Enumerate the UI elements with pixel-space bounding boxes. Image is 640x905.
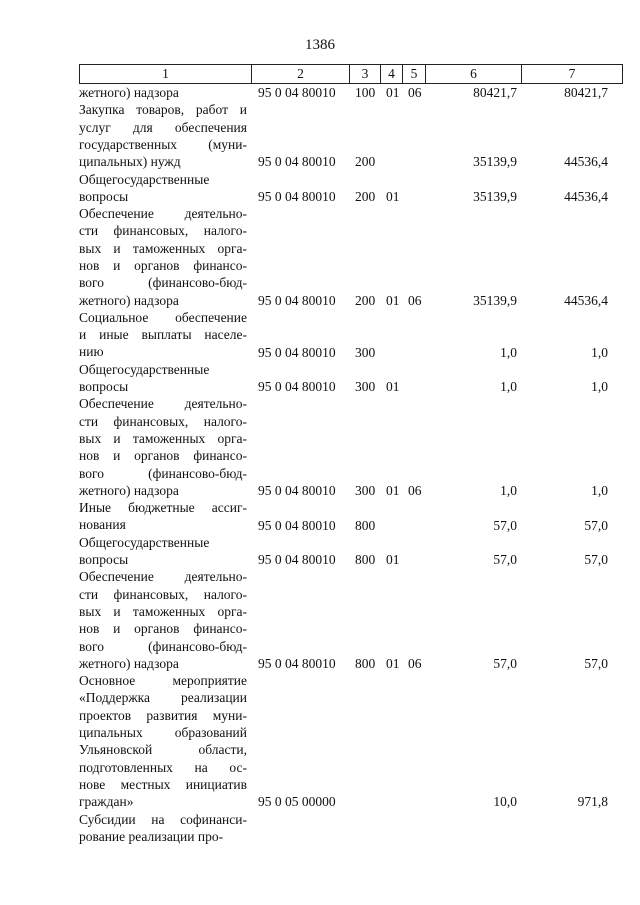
row-expense-type: 300 (355, 379, 376, 395)
row-code: 95 0 04 80010 (258, 188, 336, 204)
row-value-6: 1,0 (500, 482, 517, 498)
row-name-line: Иные бюджетные ассиг- (79, 500, 247, 516)
row-expense-type: 200 (355, 188, 376, 204)
row-name-line: нове местных инициатив (79, 776, 247, 792)
row-name-line: государственных (муни- (79, 136, 247, 152)
row-name-line: Основное мероприятие (79, 673, 247, 689)
row-name-line: вопросы (79, 552, 129, 568)
header-col-3: 3 (361, 66, 369, 81)
row-value-7: 1,0 (591, 344, 608, 360)
row-name-line: ципальных) нужд (79, 154, 181, 170)
row-value-6: 35139,9 (473, 154, 517, 170)
row-name-line: проектов развития муни- (79, 707, 247, 723)
row-value-7: 57,0 (584, 655, 608, 671)
row-name-line: вопросы (79, 188, 129, 204)
row-name (79, 101, 247, 170)
row-name-line: вых и таможенных орга- (79, 603, 247, 619)
row-name-line: сти финансовых, налого- (79, 413, 247, 429)
row-expense-type: 300 (355, 344, 376, 360)
row-name-line: Закупка товаров, работ и (79, 102, 247, 118)
row-value-6: 57,0 (493, 655, 517, 671)
row-value-6: 10,0 (493, 794, 517, 810)
row-name-line: нов и органов финансо- (79, 257, 247, 273)
row-name-line: граждан» (79, 794, 134, 810)
row-value-6: 35139,9 (473, 188, 517, 204)
header-col-7: 7 (568, 66, 576, 81)
header-col-4: 4 (388, 66, 395, 81)
row-value-7: 1,0 (591, 482, 608, 498)
row-expense-type: 800 (355, 517, 376, 533)
row-name-line: Общегосударственные (79, 534, 210, 550)
row-value-6: 35139,9 (473, 292, 517, 308)
row-expense-type: 300 (355, 482, 376, 498)
row-expense-type: 100 (355, 85, 376, 100)
row-name-line: услуг для обеспечения (79, 119, 247, 135)
row-name (79, 84, 247, 101)
row-subsection: 06 (408, 655, 422, 671)
row-value-7: 57,0 (584, 552, 608, 568)
row-value-6: 80421,7 (473, 85, 517, 100)
row-name-line: нов и органов финансо- (79, 448, 247, 464)
row-name-line: Субсидии на софинанси- (79, 811, 247, 827)
row-code: 95 0 04 80010 (258, 517, 336, 533)
row-name-line: «Поддержка реализации (79, 690, 247, 706)
header-col-5: 5 (410, 66, 418, 81)
row-name-line: нов и органов финансо- (79, 621, 247, 637)
page-number: 1386 (305, 37, 335, 53)
row-value-6: 1,0 (500, 344, 517, 360)
row-name-line: Обеспечение деятельно- (79, 569, 247, 585)
row-code: 95 0 04 80010 (258, 85, 336, 100)
row-section: 01 (386, 379, 400, 395)
row-value-7: 44536,4 (564, 292, 608, 308)
row-value-6: 1,0 (500, 379, 517, 395)
row-name (79, 171, 247, 206)
row-section: 01 (386, 655, 400, 671)
row-name-line: нию (79, 344, 104, 360)
row-code: 95 0 04 80010 (258, 379, 336, 395)
header-col-6: 6 (470, 66, 477, 81)
row-value-7: 57,0 (584, 517, 608, 533)
row-name-line: вых и таможенных орга- (79, 430, 247, 446)
row-name-line: вого (финансово-бюд- (79, 465, 247, 481)
row-name (79, 811, 247, 846)
header-col-2: 2 (297, 66, 304, 81)
row-name-line: вого (финансово-бюд- (79, 275, 247, 291)
row-name-line: сти финансовых, налого- (79, 223, 247, 239)
row-value-7: 971,8 (577, 794, 608, 810)
row-section: 01 (386, 85, 400, 100)
row-section: 01 (386, 292, 400, 308)
row-code: 95 0 04 80010 (258, 344, 336, 360)
row-name-line: нования (79, 517, 126, 533)
row-name-line: вого (финансово-бюд- (79, 638, 247, 654)
row-name-line: Ульяновской области, (79, 742, 247, 758)
row-value-6: 57,0 (493, 552, 517, 568)
row-name-line: вопросы (79, 379, 129, 395)
row-name (79, 395, 247, 499)
row-name-line: подготовленных на ос- (79, 759, 247, 775)
row-expense-type: 200 (355, 292, 376, 308)
row-expense-type: 200 (355, 154, 376, 170)
row-name (79, 205, 247, 309)
row-name-line: вых и таможенных орга- (79, 240, 247, 256)
row-code: 95 0 04 80010 (258, 482, 336, 498)
row-name-line: Обеспечение деятельно- (79, 396, 247, 412)
row-subsection: 06 (408, 85, 422, 100)
row-name-line: Обеспечение деятельно- (79, 206, 247, 222)
row-name-line: рование реализации про- (79, 828, 224, 844)
row-code: 95 0 04 80010 (258, 552, 336, 568)
table-header (79, 64, 623, 84)
row-value-7: 80421,7 (564, 85, 608, 100)
row-name (79, 309, 247, 361)
row-name-line: Общегосударственные (79, 171, 210, 187)
row-subsection: 06 (408, 292, 422, 308)
row-value-6: 57,0 (493, 517, 517, 533)
row-code: 95 0 04 80010 (258, 655, 336, 671)
row-expense-type: 800 (355, 552, 376, 568)
row-name (79, 361, 247, 396)
row-name-line: жетного) надзора (79, 482, 179, 498)
row-code: 95 0 05 00000 (258, 794, 336, 810)
row-name-line: сти финансовых, налого- (79, 586, 247, 602)
row-name-line: и иные выплаты населе- (79, 327, 247, 343)
row-code: 95 0 04 80010 (258, 154, 336, 170)
row-name-line: жетного) надзора (79, 292, 179, 308)
row-value-7: 44536,4 (564, 154, 608, 170)
row-name-line: жетного) надзора (79, 85, 179, 100)
row-section: 01 (386, 552, 400, 568)
row-name (79, 499, 247, 534)
row-expense-type: 800 (355, 655, 376, 671)
row-name (79, 568, 247, 672)
row-name-line: Общегосударственные (79, 361, 210, 377)
row-value-7: 1,0 (591, 379, 608, 395)
row-value-7: 44536,4 (564, 188, 608, 204)
row-code: 95 0 04 80010 (258, 292, 336, 308)
row-subsection: 06 (408, 482, 422, 498)
header-col-1: 1 (162, 66, 169, 81)
row-name-line: ципальных образований (79, 725, 247, 741)
row-name-line: Социальное обеспечение (79, 309, 247, 325)
row-name (79, 534, 247, 569)
row-section: 01 (386, 482, 400, 498)
row-section: 01 (386, 188, 400, 204)
row-name-line: жетного) надзора (79, 655, 179, 671)
row-name (79, 672, 247, 810)
